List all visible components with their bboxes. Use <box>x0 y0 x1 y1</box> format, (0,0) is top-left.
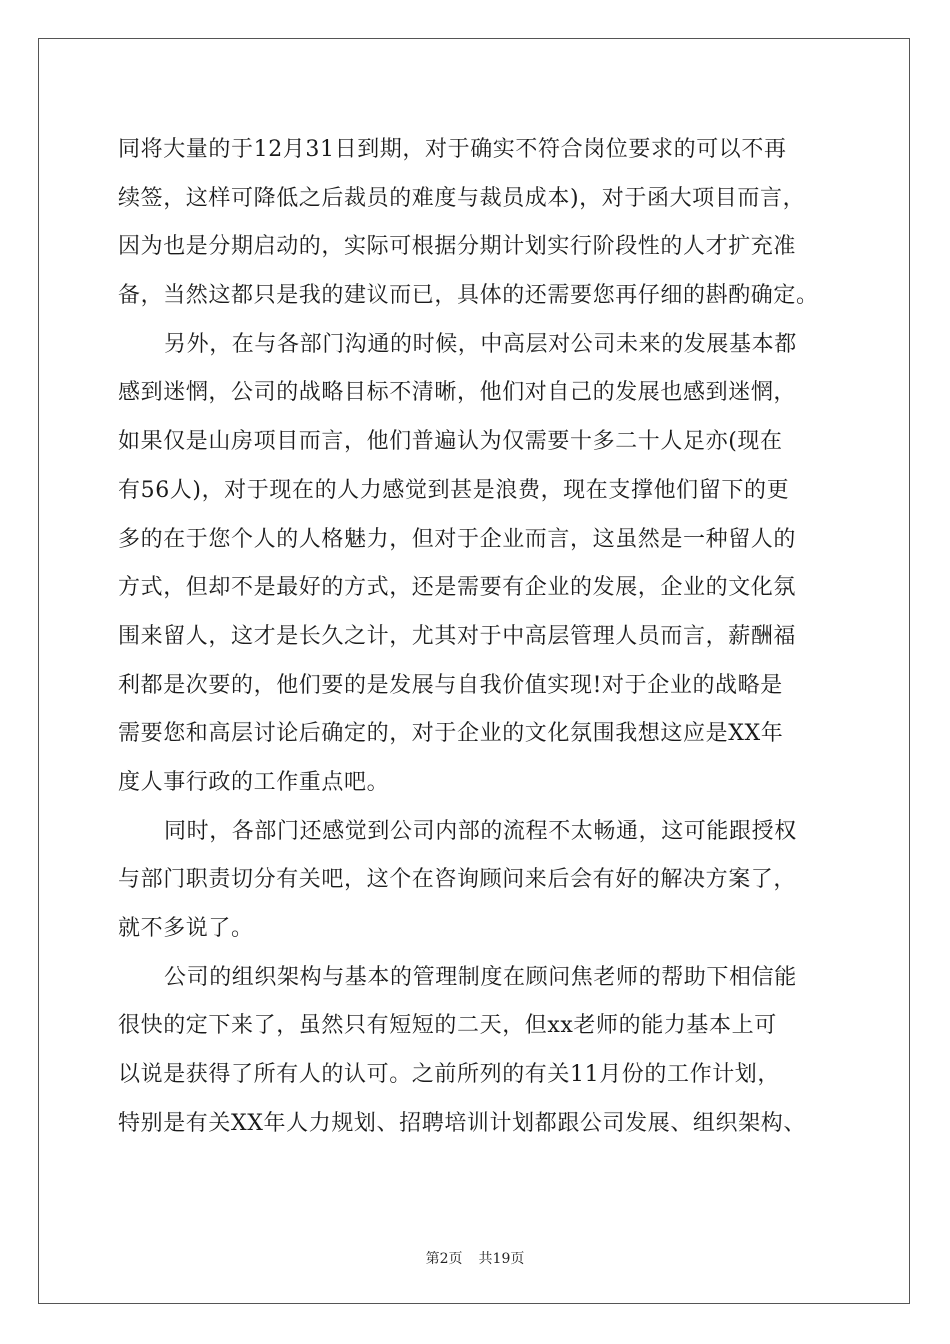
text-line: 因为也是分期启动的，实际可根据分期计划实行阶段性的人才扩充准 <box>118 234 797 260</box>
paragraph-first-line: 另外，在与各部门沟通的时候，中高层对公司未来的发展基本都 <box>164 331 797 357</box>
text-line: 围来留人，这才是长久之计，尤其对于中高层管理人员而言，薪酬福 <box>118 623 797 649</box>
text-line: 需要您和高层讨论后确定的，对于企业的文化氛围我想这应是XX年 <box>118 721 784 747</box>
paragraph-first-line: 公司的组织架构与基本的管理制度在顾问焦老师的帮助下相信能 <box>164 964 797 990</box>
text-line: 度人事行政的工作重点吧。 <box>118 769 390 795</box>
page-total: 共19页 <box>478 1251 525 1267</box>
text-line: 利都是次要的，他们要的是发展与自我价值实现!对于企业的战略是 <box>118 672 783 698</box>
text-line: 与部门职责切分有关吧，这个在咨询顾问来后会有好的解决方案了， <box>118 867 797 893</box>
text-line: 以说是获得了所有人的认可。之前所列的有关11月份的工作计划， <box>118 1062 780 1088</box>
text-line: 多的在于您个人的人格魅力，但对于企业而言，这虽然是一种留人的 <box>118 526 797 552</box>
document-body <box>118 126 834 1148</box>
page-number: 第2页 <box>425 1251 463 1267</box>
text-line: 续签，这样可降低之后裁员的难度与裁员成本)，对于函大项目而言， <box>118 185 806 211</box>
page-footer <box>0 1248 950 1268</box>
paragraph-first-line: 同时，各部门还感觉到公司内部的流程不太畅通，这可能跟授权 <box>164 818 797 844</box>
text-line: 特别是有关XX年人力规划、招聘培训计划都跟公司发展、组织架构、 <box>118 1110 806 1136</box>
text-line: 如果仅是山房项目而言，他们普遍认为仅需要十多二十人足亦(现在 <box>118 429 783 455</box>
text-line: 就不多说了。 <box>118 916 254 941</box>
text-line: 方式，但却不是最好的方式，还是需要有企业的发展，企业的文化氛 <box>118 575 797 601</box>
text-line: 很快的定下来了，虽然只有短短的二天，但xx老师的能力基本上可 <box>118 1013 777 1039</box>
text-line: 感到迷惘，公司的战略目标不清晰，他们对自己的发展也感到迷惘， <box>118 380 797 406</box>
text-line: 备，当然这都只是我的建议而已，具体的还需要您再仔细的斟酌确定。 <box>118 283 819 309</box>
text-line: 同将大量的于12月31日到期，对于确实不符合岗位要求的可以不再 <box>118 137 787 162</box>
text-line: 有56人)，对于现在的人力感觉到甚是浪费，现在支撑他们留下的更 <box>118 477 790 503</box>
